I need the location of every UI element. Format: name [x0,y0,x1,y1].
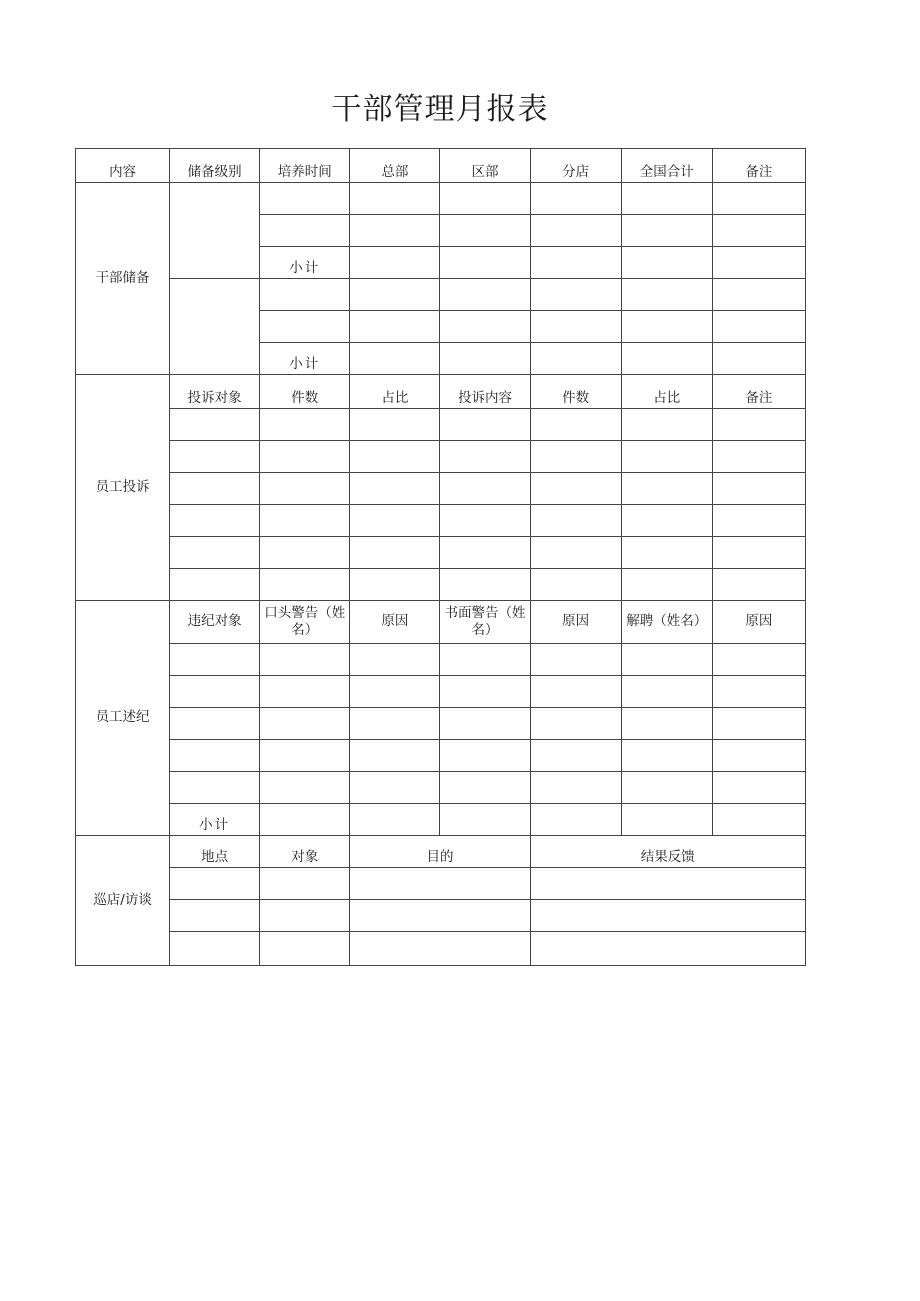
complaint-row [76,441,806,473]
input-cell[interactable] [621,343,712,375]
header-cell-remarks: 备注 [712,149,805,183]
input-cell[interactable] [260,932,350,966]
dismissal-label: 解聘（姓名） [626,613,708,629]
input-cell[interactable] [712,505,805,537]
input-cell[interactable] [712,708,805,740]
input-cell[interactable] [260,676,350,708]
input-cell[interactable] [530,441,621,473]
header-cell-national-total: 全国合计 [621,149,712,183]
input-cell[interactable] [350,900,530,932]
header-cell-reason: 原因 [712,601,805,644]
input-cell[interactable] [170,569,260,601]
header-cell-written-warning [440,601,530,644]
input-cell[interactable] [440,311,530,343]
input-cell[interactable] [260,569,350,601]
input-cell[interactable] [712,569,805,601]
reserve-level-cell[interactable] [170,279,260,375]
reserve-level-cell[interactable] [170,183,260,279]
input-cell[interactable] [530,569,621,601]
complaint-row [76,505,806,537]
subtotal-label: 小计 [260,343,350,375]
discipline-row [76,708,806,740]
input-cell[interactable] [621,772,712,804]
input-cell[interactable] [260,473,350,505]
input-cell[interactable] [170,441,260,473]
input-cell[interactable] [530,900,805,932]
header-cell-result-feedback: 结果反馈 [530,836,805,868]
input-cell[interactable] [621,804,712,836]
input-cell[interactable] [712,279,805,311]
discipline-row [76,676,806,708]
input-cell[interactable] [350,868,530,900]
input-cell[interactable] [350,708,440,740]
input-cell[interactable] [350,247,440,279]
input-cell[interactable] [260,409,350,441]
discipline-row [76,740,806,772]
written-warning-label: 书面警告（姓名） [444,604,526,638]
input-cell[interactable] [170,740,260,772]
input-cell[interactable] [440,505,530,537]
visit-header-row [76,836,806,868]
input-cell[interactable] [440,183,530,215]
input-cell[interactable] [350,537,440,569]
input-cell[interactable] [350,804,440,836]
input-cell[interactable] [621,311,712,343]
input-cell[interactable] [621,537,712,569]
discipline-subtotal-row [76,804,806,836]
complaint-row [76,569,806,601]
header-cell-region: 区部 [440,149,530,183]
input-cell[interactable] [350,183,440,215]
section-label-visit: 巡店/访谈 [76,836,170,966]
input-cell[interactable] [170,409,260,441]
input-cell[interactable] [440,441,530,473]
verbal-warning-label: 口头警告（姓名） [264,604,346,638]
section-label-complaint: 员工投诉 [76,375,170,601]
input-cell[interactable] [530,247,621,279]
input-cell[interactable] [621,708,712,740]
input-cell[interactable] [260,441,350,473]
section-label-discipline: 员工述纪 [76,601,170,836]
input-cell[interactable] [260,505,350,537]
input-cell[interactable] [260,644,350,676]
complaint-row [76,537,806,569]
input-cell[interactable] [350,772,440,804]
input-cell[interactable] [170,676,260,708]
input-cell[interactable] [170,473,260,505]
input-cell[interactable] [440,772,530,804]
subtotal-label: 小计 [260,247,350,279]
input-cell[interactable] [350,644,440,676]
input-cell[interactable] [170,708,260,740]
header-cell-complaint-content: 投诉内容 [440,375,530,409]
header-cell-ratio: 占比 [621,375,712,409]
input-cell[interactable] [621,183,712,215]
input-cell[interactable] [440,409,530,441]
input-cell[interactable] [170,505,260,537]
discipline-header-row [76,601,806,644]
input-cell[interactable] [530,279,621,311]
header-cell-reason: 原因 [350,601,440,644]
header-cell-target: 对象 [260,836,350,868]
input-cell[interactable] [530,708,621,740]
input-cell[interactable] [260,215,350,247]
discipline-row [76,644,806,676]
header-cell-dismissal [621,601,712,644]
input-cell[interactable] [530,343,621,375]
header-cell-remarks: 备注 [712,375,805,409]
complaint-row [76,473,806,505]
input-cell[interactable] [530,311,621,343]
complaint-row [76,409,806,441]
input-cell[interactable] [530,473,621,505]
input-cell[interactable] [712,537,805,569]
input-cell[interactable] [712,441,805,473]
input-cell[interactable] [260,279,350,311]
input-cell[interactable] [350,932,530,966]
visit-row [76,900,806,932]
input-cell[interactable] [621,505,712,537]
input-cell[interactable] [170,900,260,932]
input-cell[interactable] [350,215,440,247]
input-cell[interactable] [440,215,530,247]
input-cell[interactable] [260,708,350,740]
input-cell[interactable] [260,311,350,343]
input-cell[interactable] [712,644,805,676]
complaint-header-row [76,375,806,409]
input-cell[interactable] [530,409,621,441]
header-cell-count: 件数 [530,375,621,409]
input-cell[interactable] [170,644,260,676]
input-cell[interactable] [712,740,805,772]
input-cell[interactable] [350,676,440,708]
input-cell[interactable] [260,804,350,836]
input-cell[interactable] [260,772,350,804]
reserve-row [76,183,806,215]
input-cell[interactable] [350,343,440,375]
input-cell[interactable] [712,473,805,505]
header-cell-verbal-warning [260,601,350,644]
header-cell-count: 件数 [260,375,350,409]
input-cell[interactable] [350,409,440,441]
header-cell-ratio: 占比 [350,375,440,409]
input-cell[interactable] [260,740,350,772]
input-cell[interactable] [530,505,621,537]
input-cell[interactable] [440,740,530,772]
input-cell[interactable] [170,772,260,804]
header-cell-complaint-target: 投诉对象 [170,375,260,409]
input-cell[interactable] [350,505,440,537]
input-cell[interactable] [621,676,712,708]
input-cell[interactable] [440,644,530,676]
input-cell[interactable] [712,772,805,804]
input-cell[interactable] [712,311,805,343]
input-cell[interactable] [530,183,621,215]
input-cell[interactable] [530,932,805,966]
input-cell[interactable] [170,932,260,966]
input-cell[interactable] [712,183,805,215]
input-cell[interactable] [440,279,530,311]
header-cell-violation-target: 违纪对象 [170,601,260,644]
input-cell[interactable] [350,740,440,772]
input-cell[interactable] [621,409,712,441]
input-cell[interactable] [440,708,530,740]
input-cell[interactable] [621,215,712,247]
input-cell[interactable] [712,215,805,247]
input-cell[interactable] [621,279,712,311]
subtotal-label: 小计 [170,804,260,836]
input-cell[interactable] [260,537,350,569]
input-cell[interactable] [621,569,712,601]
input-cell[interactable] [350,473,440,505]
visit-row [76,868,806,900]
input-cell[interactable] [530,537,621,569]
input-cell[interactable] [440,569,530,601]
header-cell-purpose: 目的 [350,836,530,868]
header-cell-reserve-level: 储备级别 [170,149,260,183]
header-cell-content: 内容 [76,149,170,183]
input-cell[interactable] [350,311,440,343]
input-cell[interactable] [530,676,621,708]
input-cell[interactable] [530,644,621,676]
input-cell[interactable] [440,343,530,375]
input-cell[interactable] [530,215,621,247]
input-cell[interactable] [621,247,712,279]
section-label-reserve: 干部储备 [76,183,170,375]
monthly-report-table [75,148,806,966]
input-cell[interactable] [440,537,530,569]
input-cell[interactable] [530,772,621,804]
input-cell[interactable] [712,409,805,441]
input-cell[interactable] [530,804,621,836]
input-cell[interactable] [170,868,260,900]
input-cell[interactable] [440,473,530,505]
input-cell[interactable] [530,868,805,900]
input-cell[interactable] [170,537,260,569]
input-cell[interactable] [350,441,440,473]
input-cell[interactable] [260,868,350,900]
header-cell-location: 地点 [170,836,260,868]
input-cell[interactable] [440,804,530,836]
input-cell[interactable] [621,473,712,505]
input-cell[interactable] [440,676,530,708]
input-cell[interactable] [621,441,712,473]
input-cell[interactable] [712,247,805,279]
header-row [76,149,806,183]
input-cell[interactable] [260,900,350,932]
input-cell[interactable] [621,740,712,772]
visit-row [76,932,806,966]
input-cell[interactable] [621,644,712,676]
header-cell-training-time: 培养时间 [260,149,350,183]
input-cell[interactable] [350,279,440,311]
header-cell-headquarters: 总部 [350,149,440,183]
input-cell[interactable] [530,740,621,772]
header-cell-reason: 原因 [530,601,621,644]
page-title: 干部管理月报表 [331,92,549,127]
input-cell[interactable] [712,676,805,708]
input-cell[interactable] [440,247,530,279]
discipline-row [76,772,806,804]
input-cell[interactable] [260,183,350,215]
input-cell[interactable] [712,343,805,375]
reserve-row [76,279,806,311]
input-cell[interactable] [350,569,440,601]
input-cell[interactable] [712,804,805,836]
header-cell-branch: 分店 [530,149,621,183]
